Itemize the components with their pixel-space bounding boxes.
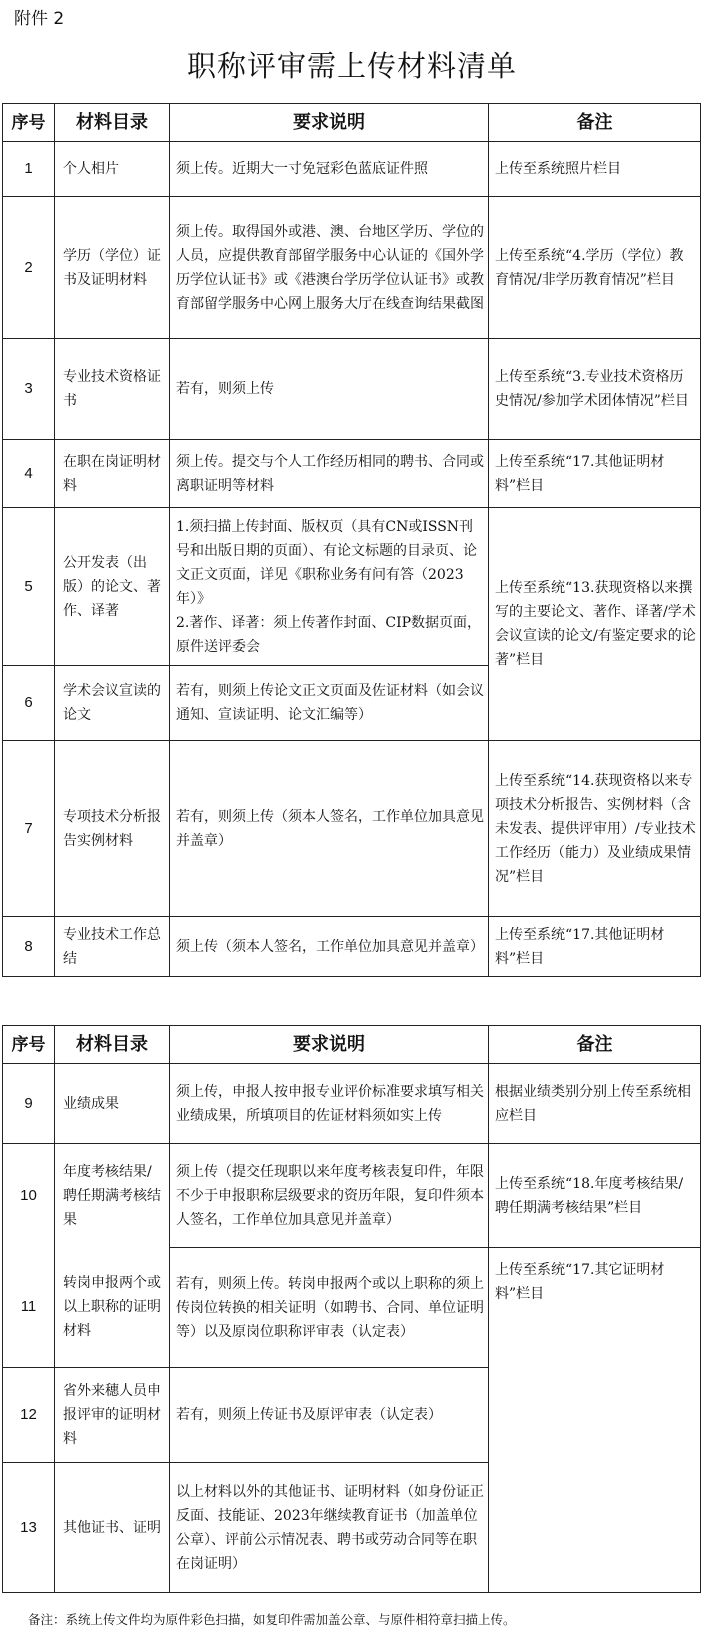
- row-number: 9: [3, 1064, 55, 1144]
- material-cell: 个人相片: [55, 142, 170, 197]
- note-cell-merged: 上传至系统“13.获现资格以来撰写的主要论文、著作、译著/学术会议宣读的论文/有鉴定要求的论著”栏目: [489, 508, 701, 741]
- table-row: [3, 741, 701, 917]
- table-row: [3, 1248, 701, 1368]
- requirement-cell: 须上传，申报人按申报专业评价标准要求填写相关业绩成果，所填项目的佐证材料须如实上传: [170, 1064, 489, 1144]
- materials-table-part1: [2, 103, 701, 977]
- col-header-seq: 序号: [3, 1026, 55, 1064]
- note-cell: 上传至系统“14.获现资格以来专项技术分析报告、实例材料（含未发表、提供评审用）/专业技术工作经历（能力）及业绩成果情况”栏目: [489, 741, 701, 917]
- note-cell: 上传至系统“17.其他证明材料”栏目: [489, 917, 701, 977]
- requirement-cell: 若有，则须上传。转岗申报两个或以上职称的须上传岗位转换的相关证明（如聘书、合同、单位证明等）以及原岗位职称评审表（认定表）: [170, 1248, 489, 1368]
- col-header-material: 材料目录: [55, 104, 170, 142]
- footer-note: 备注：系统上传文件均为原件彩色扫描，如复印件需加盖公章、与原件相符章扫描上传。: [28, 1612, 516, 1627]
- requirement-cell: 以上材料以外的其他证书、证明材料（如身份证正反面、技能证、2023年继续教育证书（加盖单位公章）、评前公示情况表、聘书或劳动合同等在职在岗证明）: [170, 1463, 489, 1593]
- col-header-seq: 序号: [3, 104, 55, 142]
- material-cell: 其他证书、证明: [55, 1463, 170, 1593]
- requirement-cell: 须上传。提交与个人工作经历相同的聘书、合同或离职证明等材料: [170, 440, 489, 508]
- table-row: [3, 440, 701, 508]
- page-title: 职称评审需上传材料清单: [186, 49, 517, 83]
- material-cell: 转岗申报两个或以上职称的证明材料: [55, 1248, 170, 1368]
- requirement-cell: 须上传。取得国外或港、澳、台地区学历、学位的人员，应提供教育部留学服务中心认证的《国外学历学位认证书》或《港澳台学历学位认证书》或教育部留学服务中心网上服务大厅在线查询结果截图: [170, 197, 489, 339]
- row-number: 6: [3, 666, 55, 741]
- row-number: 11: [3, 1248, 55, 1368]
- annex-label: 附件 2: [14, 9, 65, 29]
- material-cell: 省外来穗人员申报评审的证明材料: [55, 1368, 170, 1463]
- row-number: 3: [3, 339, 55, 440]
- material-cell: 专业技术工作总结: [55, 917, 170, 977]
- material-cell: 业绩成果: [55, 1064, 170, 1144]
- requirement-line: 2.著作、译著：须上传著作封面、CIP数据页面，原件送评委会: [176, 614, 482, 655]
- requirement-cell: 若有，则须上传证书及原评审表（认定表）: [170, 1368, 489, 1463]
- requirement-cell: 若有，则须上传: [170, 339, 489, 440]
- row-number: 12: [3, 1368, 55, 1463]
- col-header-requirement: 要求说明: [170, 104, 489, 142]
- material-cell: 在职在岗证明材料: [55, 440, 170, 508]
- note-cell-merged: 上传至系统“17.其它证明材料”栏目: [489, 1248, 701, 1593]
- table-row: [3, 197, 701, 339]
- requirement-cell: 须上传。近期大一寸免冠彩色蓝底证件照: [170, 142, 489, 197]
- note-cell: 上传至系统“18.年度考核结果/聘任期满考核结果”栏目: [489, 1144, 701, 1248]
- row-number: 8: [3, 917, 55, 977]
- table-row: [3, 339, 701, 440]
- requirement-cell: 须上传（须本人签名，工作单位加具意见并盖章）: [170, 917, 489, 977]
- table-header-row: [3, 104, 701, 142]
- requirement-line: 1.须扫描上传封面、版权页（具有CN或ISSN刊号和出版日期的页面）、有论文标题的目录页、论文正文页面，详见《职称业务有问有答（2023年）》: [176, 518, 477, 607]
- material-cell: 专业技术资格证书: [55, 339, 170, 440]
- requirement-cell: 须上传（提交任现职以来年度考核表复印件，年限不少于申报职称层级要求的资历年限，复印件须本人签名，工作单位加具意见并盖章）: [170, 1144, 489, 1248]
- table-row: [3, 142, 701, 197]
- requirement-cell: 若有，则须上传（须本人签名，工作单位加具意见并盖章）: [170, 741, 489, 917]
- requirement-cell: 若有，则须上传论文正文页面及佐证材料（如会议通知、宣读证明、论文汇编等）: [170, 666, 489, 741]
- col-header-material: 材料目录: [55, 1026, 170, 1064]
- table-row: [3, 917, 701, 977]
- note-cell: 根据业绩类别分别上传至系统相应栏目: [489, 1064, 701, 1144]
- material-cell: 专项技术分析报告实例材料: [55, 741, 170, 917]
- row-number: 2: [3, 197, 55, 339]
- row-number: 4: [3, 440, 55, 508]
- col-header-note: 备注: [489, 1026, 701, 1064]
- row-number: 7: [3, 741, 55, 917]
- requirement-cell: [170, 508, 489, 666]
- material-cell: 学术会议宣读的论文: [55, 666, 170, 741]
- row-number: 5: [3, 508, 55, 666]
- row-number: 10: [3, 1144, 55, 1248]
- material-cell: 年度考核结果/聘任期满考核结果: [55, 1144, 170, 1248]
- row-number: 13: [3, 1463, 55, 1593]
- table-header-row: [3, 1026, 701, 1064]
- materials-table-part2: [2, 1025, 701, 1593]
- row-number: 1: [3, 142, 55, 197]
- material-cell: 学历（学位）证书及证明材料: [55, 197, 170, 339]
- table-row: [3, 1064, 701, 1144]
- col-header-requirement: 要求说明: [170, 1026, 489, 1064]
- note-cell: 上传至系统照片栏目: [489, 142, 701, 197]
- table-row: [3, 1144, 701, 1248]
- note-cell: 上传至系统“3.专业技术资格历史情况/参加学术团体情况”栏目: [489, 339, 701, 440]
- material-cell: 公开发表（出版）的论文、著作、译著: [55, 508, 170, 666]
- table-row: [3, 508, 701, 666]
- note-cell: 上传至系统“17.其他证明材料”栏目: [489, 440, 701, 508]
- col-header-note: 备注: [489, 104, 701, 142]
- note-cell: 上传至系统“4.学历（学位）教育情况/非学历教育情况”栏目: [489, 197, 701, 339]
